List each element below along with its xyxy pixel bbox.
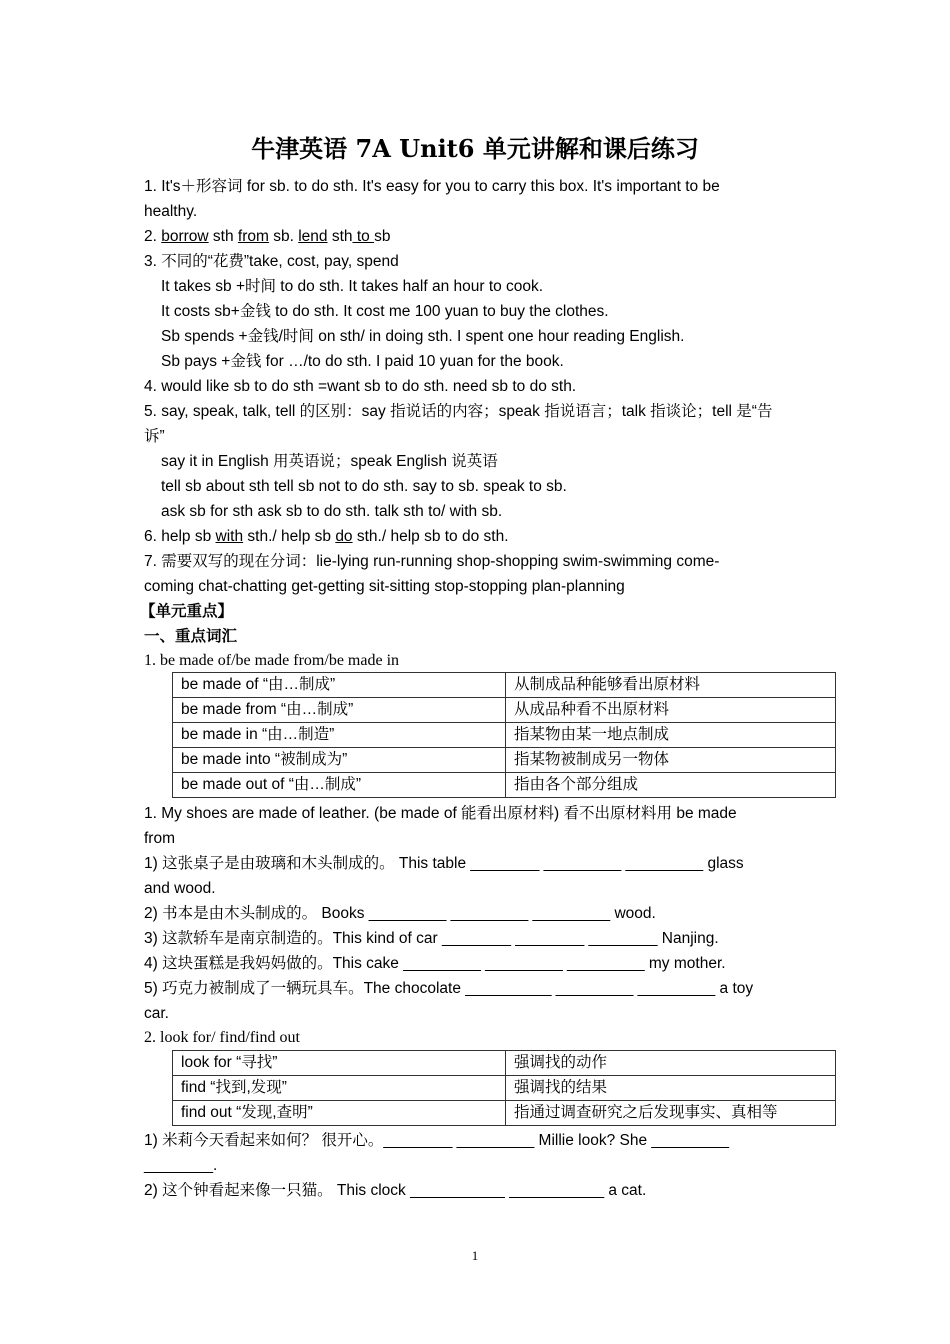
underlined-from: from bbox=[237, 228, 269, 245]
table-cell-desc: 指由各个部分组成 bbox=[506, 773, 836, 798]
note-3-line: Sb pays +金钱 for …/to do sth. I paid 10 yuan for the book. bbox=[161, 353, 564, 370]
note-2-text: sth bbox=[208, 228, 238, 245]
exercise-line: and wood. bbox=[144, 880, 216, 897]
note-3-line: It takes sb +时间 to do sth. It takes half an hour to cook. bbox=[161, 278, 544, 295]
exercise-line: 2) 书本是由木头制成的。 Books _________ _________ _________ wood. bbox=[144, 905, 656, 922]
note-2-prefix: 2. bbox=[144, 228, 162, 245]
table-row bbox=[173, 723, 836, 748]
note-3-heading: 3. 不同的“花费”take, cost, pay, spend bbox=[144, 253, 399, 270]
table-cell-term: find out “发现,查明” bbox=[173, 1101, 506, 1126]
note-6-text: sth./ help sb to do sth. bbox=[352, 528, 509, 545]
note-2-text: sth bbox=[327, 228, 353, 245]
note-6-text: sth./ help sb bbox=[243, 528, 336, 545]
note-5-line-1: 5. say, speak, talk, tell 的区别：say 指说话的内容；speak 指说语言；talk 指谈论；tell 是“告 bbox=[144, 403, 773, 420]
note-3-line: Sb spends +金钱/时间 on sth/ in doing sth. I spent one hour reading English. bbox=[161, 328, 685, 345]
table-cell-desc: 从成品种看不出原材料 bbox=[506, 698, 836, 723]
table-cell-term: find “找到,发现” bbox=[173, 1076, 506, 1101]
underlined-with: with bbox=[215, 528, 244, 545]
note-5-line: ask sb for sth ask sb to do sth. talk sth to/ with sb. bbox=[161, 503, 503, 520]
note-3-line: It costs sb+金钱 to do sth. It cost me 100 yuan to buy the clothes. bbox=[161, 303, 609, 320]
exercise-line: 1) 米莉今天看起来如何？ 很开心。________ _________ Millie look? She _________ bbox=[144, 1132, 729, 1149]
note-2-text: sb. bbox=[268, 228, 299, 245]
note-6-text: 6. help sb bbox=[144, 528, 216, 545]
note-2-text: sb bbox=[374, 228, 391, 245]
table-cell-desc: 指通过调查研究之后发现事实、真相等 bbox=[506, 1101, 836, 1126]
table-row bbox=[173, 1051, 836, 1076]
document-title: 牛津英语 7A Unit6 单元讲解和课后练习 bbox=[251, 134, 699, 163]
note-1-line-1: 1. It's＋形容词 for sb. to do sth. It's easy for you to carry this box. It's important to be bbox=[144, 178, 720, 195]
exercise-line: 2) 这个钟看起来像一只猫。 This clock ___________ ___________ a cat. bbox=[144, 1182, 647, 1199]
exercise-line: ________. bbox=[144, 1157, 218, 1174]
table-row bbox=[173, 673, 836, 698]
note-7-line-1: 7. 需要双写的现在分词：lie-lying run-running shop-shopping swim-swimming come- bbox=[144, 553, 720, 570]
table-cell-desc: 从制成品种能够看出原材料 bbox=[506, 673, 836, 698]
table-cell-desc: 强调找的动作 bbox=[506, 1051, 836, 1076]
note-2 bbox=[144, 227, 814, 247]
underlined-lend: lend bbox=[298, 228, 328, 245]
table-cell-term: be made out of “由…制成” bbox=[173, 773, 506, 798]
vocab-1-example-line-2: from bbox=[144, 830, 175, 847]
note-4: 4. would like sb to do sth =want sb to do sth. need sb to do sth. bbox=[144, 378, 577, 395]
table-cell-desc: 指某物由某一地点制成 bbox=[506, 723, 836, 748]
table-row bbox=[173, 773, 836, 798]
exercise-line: 3) 这款轿车是南京制造的。This kind of car ________ ________ ________ Nanjing. bbox=[144, 930, 719, 947]
note-7-line-2: coming chat-chatting get-getting sit-sitting stop-stopping plan-planning bbox=[144, 578, 625, 595]
exercise-line: car. bbox=[144, 1005, 169, 1022]
look-for-table bbox=[172, 1050, 836, 1126]
table-row bbox=[173, 1101, 836, 1126]
exercise-line: 4) 这块蛋糕是我妈妈做的。This cake _________ _________ _________ my mother. bbox=[144, 955, 726, 972]
table-cell-term: be made from “由…制成” bbox=[173, 698, 506, 723]
note-1-line-2: healthy. bbox=[144, 203, 198, 220]
table-row bbox=[173, 748, 836, 773]
table-cell-term: look for “寻找” bbox=[173, 1051, 506, 1076]
table-cell-term: be made into “被制成为” bbox=[173, 748, 506, 773]
table-cell-desc: 指某物被制成另一物体 bbox=[506, 748, 836, 773]
underlined-borrow: borrow bbox=[161, 228, 209, 245]
underlined-to: to bbox=[352, 228, 375, 245]
vocab-1-heading: 1. be made of/be made from/be made in bbox=[144, 652, 400, 669]
table-row bbox=[173, 1076, 836, 1101]
note-5-line: say it in English 用英语说；speak English 说英语 bbox=[161, 453, 498, 470]
underlined-do: do bbox=[335, 528, 353, 545]
vocab-1-example-line-1: 1. My shoes are made of leather. (be made of 能看出原材料) 看不出原材料用 be made bbox=[144, 805, 737, 822]
vocab-heading: 一、重点词汇 bbox=[144, 628, 238, 645]
note-5-line-2: 诉” bbox=[144, 428, 165, 445]
note-5-line: tell sb about sth tell sb not to do sth. say to sb. speak to sb. bbox=[161, 478, 567, 495]
exercise-line: 5) 巧克力被制成了一辆玩具车。The chocolate __________ _________ _________ a toy bbox=[144, 980, 754, 997]
page-number: 1 bbox=[471, 1248, 479, 1263]
table-cell-desc: 强调找的结果 bbox=[506, 1076, 836, 1101]
be-made-table bbox=[172, 672, 836, 798]
table-row bbox=[173, 698, 836, 723]
vocab-2-heading: 2. look for/ find/find out bbox=[144, 1029, 300, 1046]
table-cell-term: be made of “由…制成” bbox=[173, 673, 506, 698]
exercise-line: 1) 这张桌子是由玻璃和木头制成的。 This table ________ _________ _________ glass bbox=[144, 855, 744, 872]
note-6 bbox=[144, 527, 814, 547]
unit-focus-heading: 【单元重点】 bbox=[140, 603, 234, 620]
table-cell-term: be made in “由…制造” bbox=[173, 723, 506, 748]
